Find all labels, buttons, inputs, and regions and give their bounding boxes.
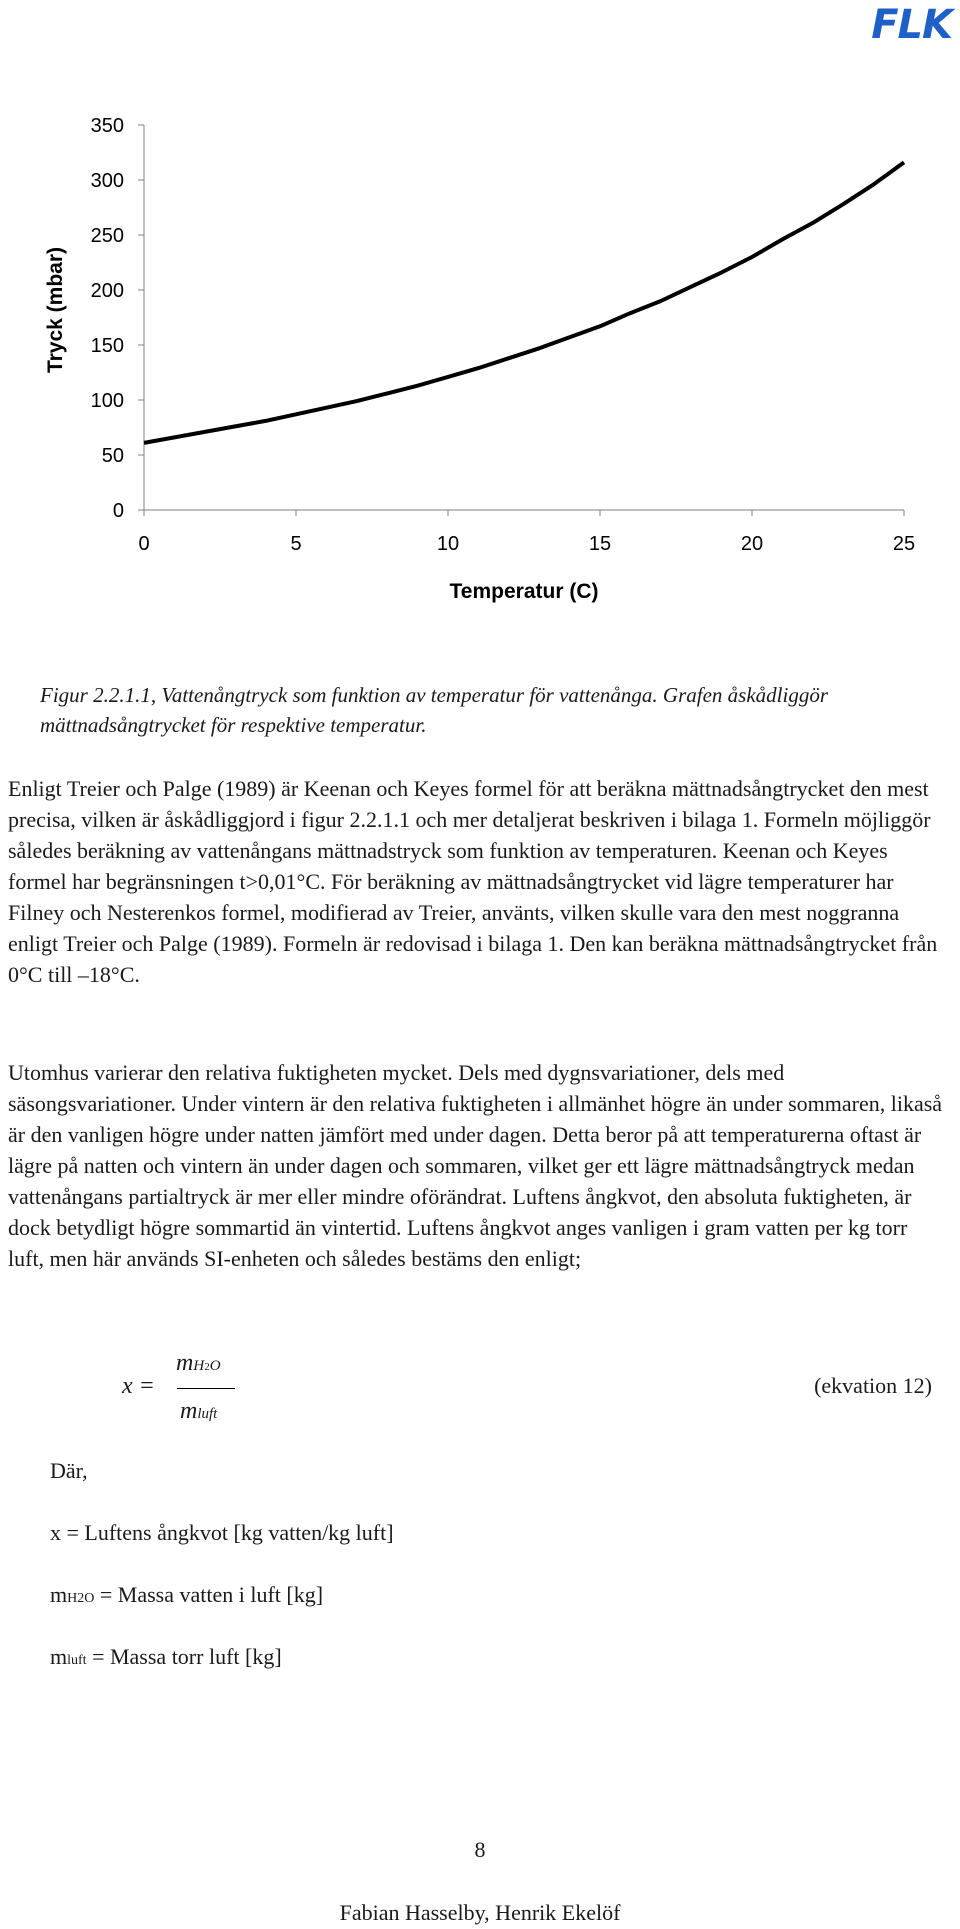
definition-symbol: m (50, 1644, 68, 1669)
definition-mh2o (50, 1582, 323, 1608)
definition-symbol: x (50, 1520, 61, 1545)
equation-reference: (ekvation 12) (814, 1373, 932, 1398)
numerator-sub-2: 2 (204, 1361, 210, 1373)
paragraph-humidity: Utomhus varierar den relativa fuktigheten mycket. Dels med dygnsvariationer, dels med säsongsvariationer. Under vintern är den relativa fuktigheten i allmänhet högre än under sommaren, likaså är den vanligen högre under natten jämfört med under dagen. Detta beror på att temperaturerna oftast är lägre på natten och vintern än under dagen och sommaren, vilket ger ett lägre mättnadsångtryck medan vattenångans partialtryck är mer eller mindre oförändrat. Luftens ångkvot, den absoluta fuktigheten, är dock betydligt högre sommartid än vintertid. Luftens ångkvot anges vanligen i gram vatten per kg torr luft, men här används SI-enheten och således bestäms den enligt; (8, 1060, 943, 1271)
denominator-sub: luft (197, 1406, 218, 1422)
fraction-bar (177, 1388, 235, 1389)
x-tick-label: 5 (290, 533, 302, 555)
definition-subscript: H2O (67, 1591, 95, 1606)
equation-numerator (176, 1350, 221, 1377)
x-axis-label: Temperatur (C) (449, 580, 599, 603)
page-number: 8 (474, 1837, 486, 1862)
definition-x (50, 1520, 394, 1546)
figure-caption: Figur 2.2.1.1, Vattenångtryck som funktion av temperatur för vattenånga. Grafen åskådliggör mättnadsångtrycket för respektive temperatur. (40, 683, 828, 737)
equation-denominator (180, 1398, 217, 1425)
y-tick-labels (91, 115, 124, 522)
equation-lhs: x = (122, 1373, 155, 1399)
where-label: Där, (50, 1458, 88, 1483)
numerator-sub (193, 1358, 220, 1374)
series-line (144, 162, 904, 443)
x-tick-label: 20 (740, 533, 764, 555)
definition-text: = Luftens ångkvot [kg vatten/kg luft] (61, 1520, 394, 1545)
vapor-pressure-chart (0, 90, 960, 630)
x-tick-label: 25 (892, 533, 916, 555)
y-tick-label: 250 (90, 225, 124, 247)
footer-authors: Fabian Hasselby, Henrik Ekelöf (339, 1900, 621, 1925)
denominator-base: m (180, 1398, 198, 1424)
x-tick-label: 15 (588, 533, 612, 555)
y-tick-label: 0 (112, 500, 124, 522)
y-tick-label: 300 (90, 170, 124, 192)
y-axis-label: Tryck (mbar) (44, 246, 67, 374)
definition-text: = Massa torr luft [kg] (86, 1644, 282, 1669)
y-tick-label: 200 (90, 280, 124, 302)
y-tick-label: 100 (90, 390, 124, 412)
definition-subscript: luft (67, 1653, 87, 1668)
x-tick-label: 10 (436, 533, 460, 555)
numerator-sub-o: O (209, 1358, 221, 1374)
definition-symbol: m (50, 1582, 68, 1607)
y-tick-label: 150 (90, 335, 124, 357)
numerator-sub-h: H (193, 1358, 205, 1374)
chart-axes (138, 125, 904, 516)
numerator-base: m (176, 1350, 194, 1376)
paragraph-formula-info: Enligt Treier och Palge (1989) är Keenan och Keyes formel för att beräkna mättnadsångtrycket den mest precisa, vilken är åskådliggjord i figur 2.2.1.1 och mer detaljerat beskriven i bilaga 1. Formeln möjliggör således beräkning av vattenångans mättnadstryck som funktion av temperaturen. Keenan och Keyes formel har begränsningen t>0,01°C. För beräkning av mättnadsångtrycket vid lägre temperaturer har Filney och Nesterenkos formel, modifierad av Treier, använts, vilken skulle vara den mest noggranna enligt Treier och Palge (1989). Formeln är redovisad i bilaga 1. Den kan beräkna mättnadsångtrycket från 0°C till –18°C. (8, 776, 938, 987)
x-tick-labels (138, 533, 915, 555)
x-tick-label: 0 (138, 533, 150, 555)
definition-text: = Massa vatten i luft [kg] (94, 1582, 324, 1607)
y-tick-label: 50 (101, 445, 124, 467)
y-tick-label: 350 (90, 115, 124, 137)
flk-logo: FLK (871, 2, 952, 48)
definition-mluft (50, 1644, 282, 1670)
